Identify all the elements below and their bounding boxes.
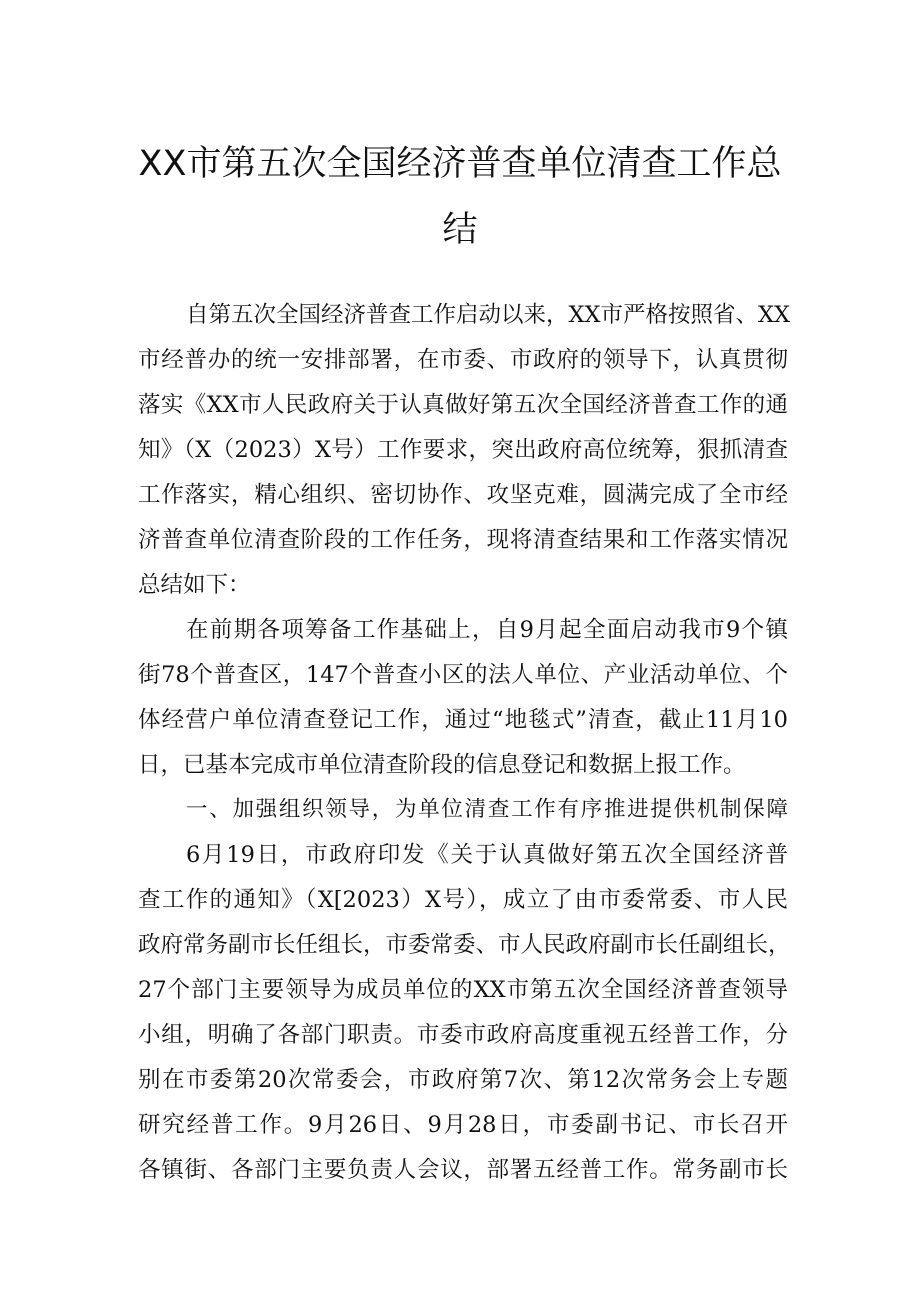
paragraph-line: 小组，明确了各部门职责。市委市政府高度重视五经普工作，分 — [138, 1022, 788, 1048]
paragraph-line: 政府常务副市长任组长，市委常委、市人民政府副市长任副组长， — [138, 932, 791, 958]
paragraph-line: 自第五次全国经济普查工作启动以来，XX市严格按照省、XX — [186, 302, 791, 328]
paragraph-line: 街78个普查区，147个普查小区的法人单位、产业活动单位、个 — [138, 662, 788, 688]
paragraph-line: 6月19日，市政府印发《关于认真做好第五次全国经济普 — [186, 842, 788, 868]
paragraph-line: 知》（X（2023）X号）工作要求，突出政府高位统筹，狠抓清查 — [138, 437, 788, 463]
paragraph-line: 体经营户单位清查登记工作，通过“地毯式”清查，截止11月10 — [138, 707, 788, 733]
paragraph-line: 日，已基本完成市单位清查阶段的信息登记和数据上报工作。 — [138, 752, 746, 778]
section-heading: 一、加强组织领导，为单位清查工作有序推进提供机制保障 — [186, 797, 788, 822]
paragraph-line: 各镇街、各部门主要负责人会议，部署五经普工作。常务副市长 — [138, 1157, 788, 1183]
paragraph-line: 别在市委第20次常委会，市政府第7次、第12次常务会上专题 — [138, 1067, 788, 1093]
paragraph-line: 总结如下： — [138, 572, 251, 598]
paragraph-line: 工作落实，精心组织、密切协作、攻坚克难，圆满完成了全市经 — [138, 482, 788, 508]
paragraph-line: 在前期各项筹备工作基础上，自9月起全面启动我市9个镇 — [186, 617, 788, 643]
paragraph-line: 查工作的通知》（X[2023）X号），成立了由市委常委、市人民 — [138, 887, 788, 913]
document-title-line-1: XX市第五次全国经济普查单位清查工作总 — [138, 144, 782, 184]
paragraph-line: 27个部门主要领导为成员单位的XX市第五次全国经济普查领导 — [138, 977, 788, 1003]
paragraph-line: 落实《XX市人民政府关于认真做好第五次全国经济普查工作的通 — [138, 392, 788, 418]
paragraph-line: 研究经普工作。9月26日、9月28日，市委副书记、市长召开 — [138, 1112, 788, 1138]
paragraph-line: 市经普办的统一安排部署，在市委、市政府的领导下，认真贯彻 — [138, 347, 788, 373]
document-title-line-2: 结 — [442, 210, 478, 250]
paragraph-line: 济普查单位清查阶段的工作任务，现将清查结果和工作落实情况 — [138, 527, 788, 553]
